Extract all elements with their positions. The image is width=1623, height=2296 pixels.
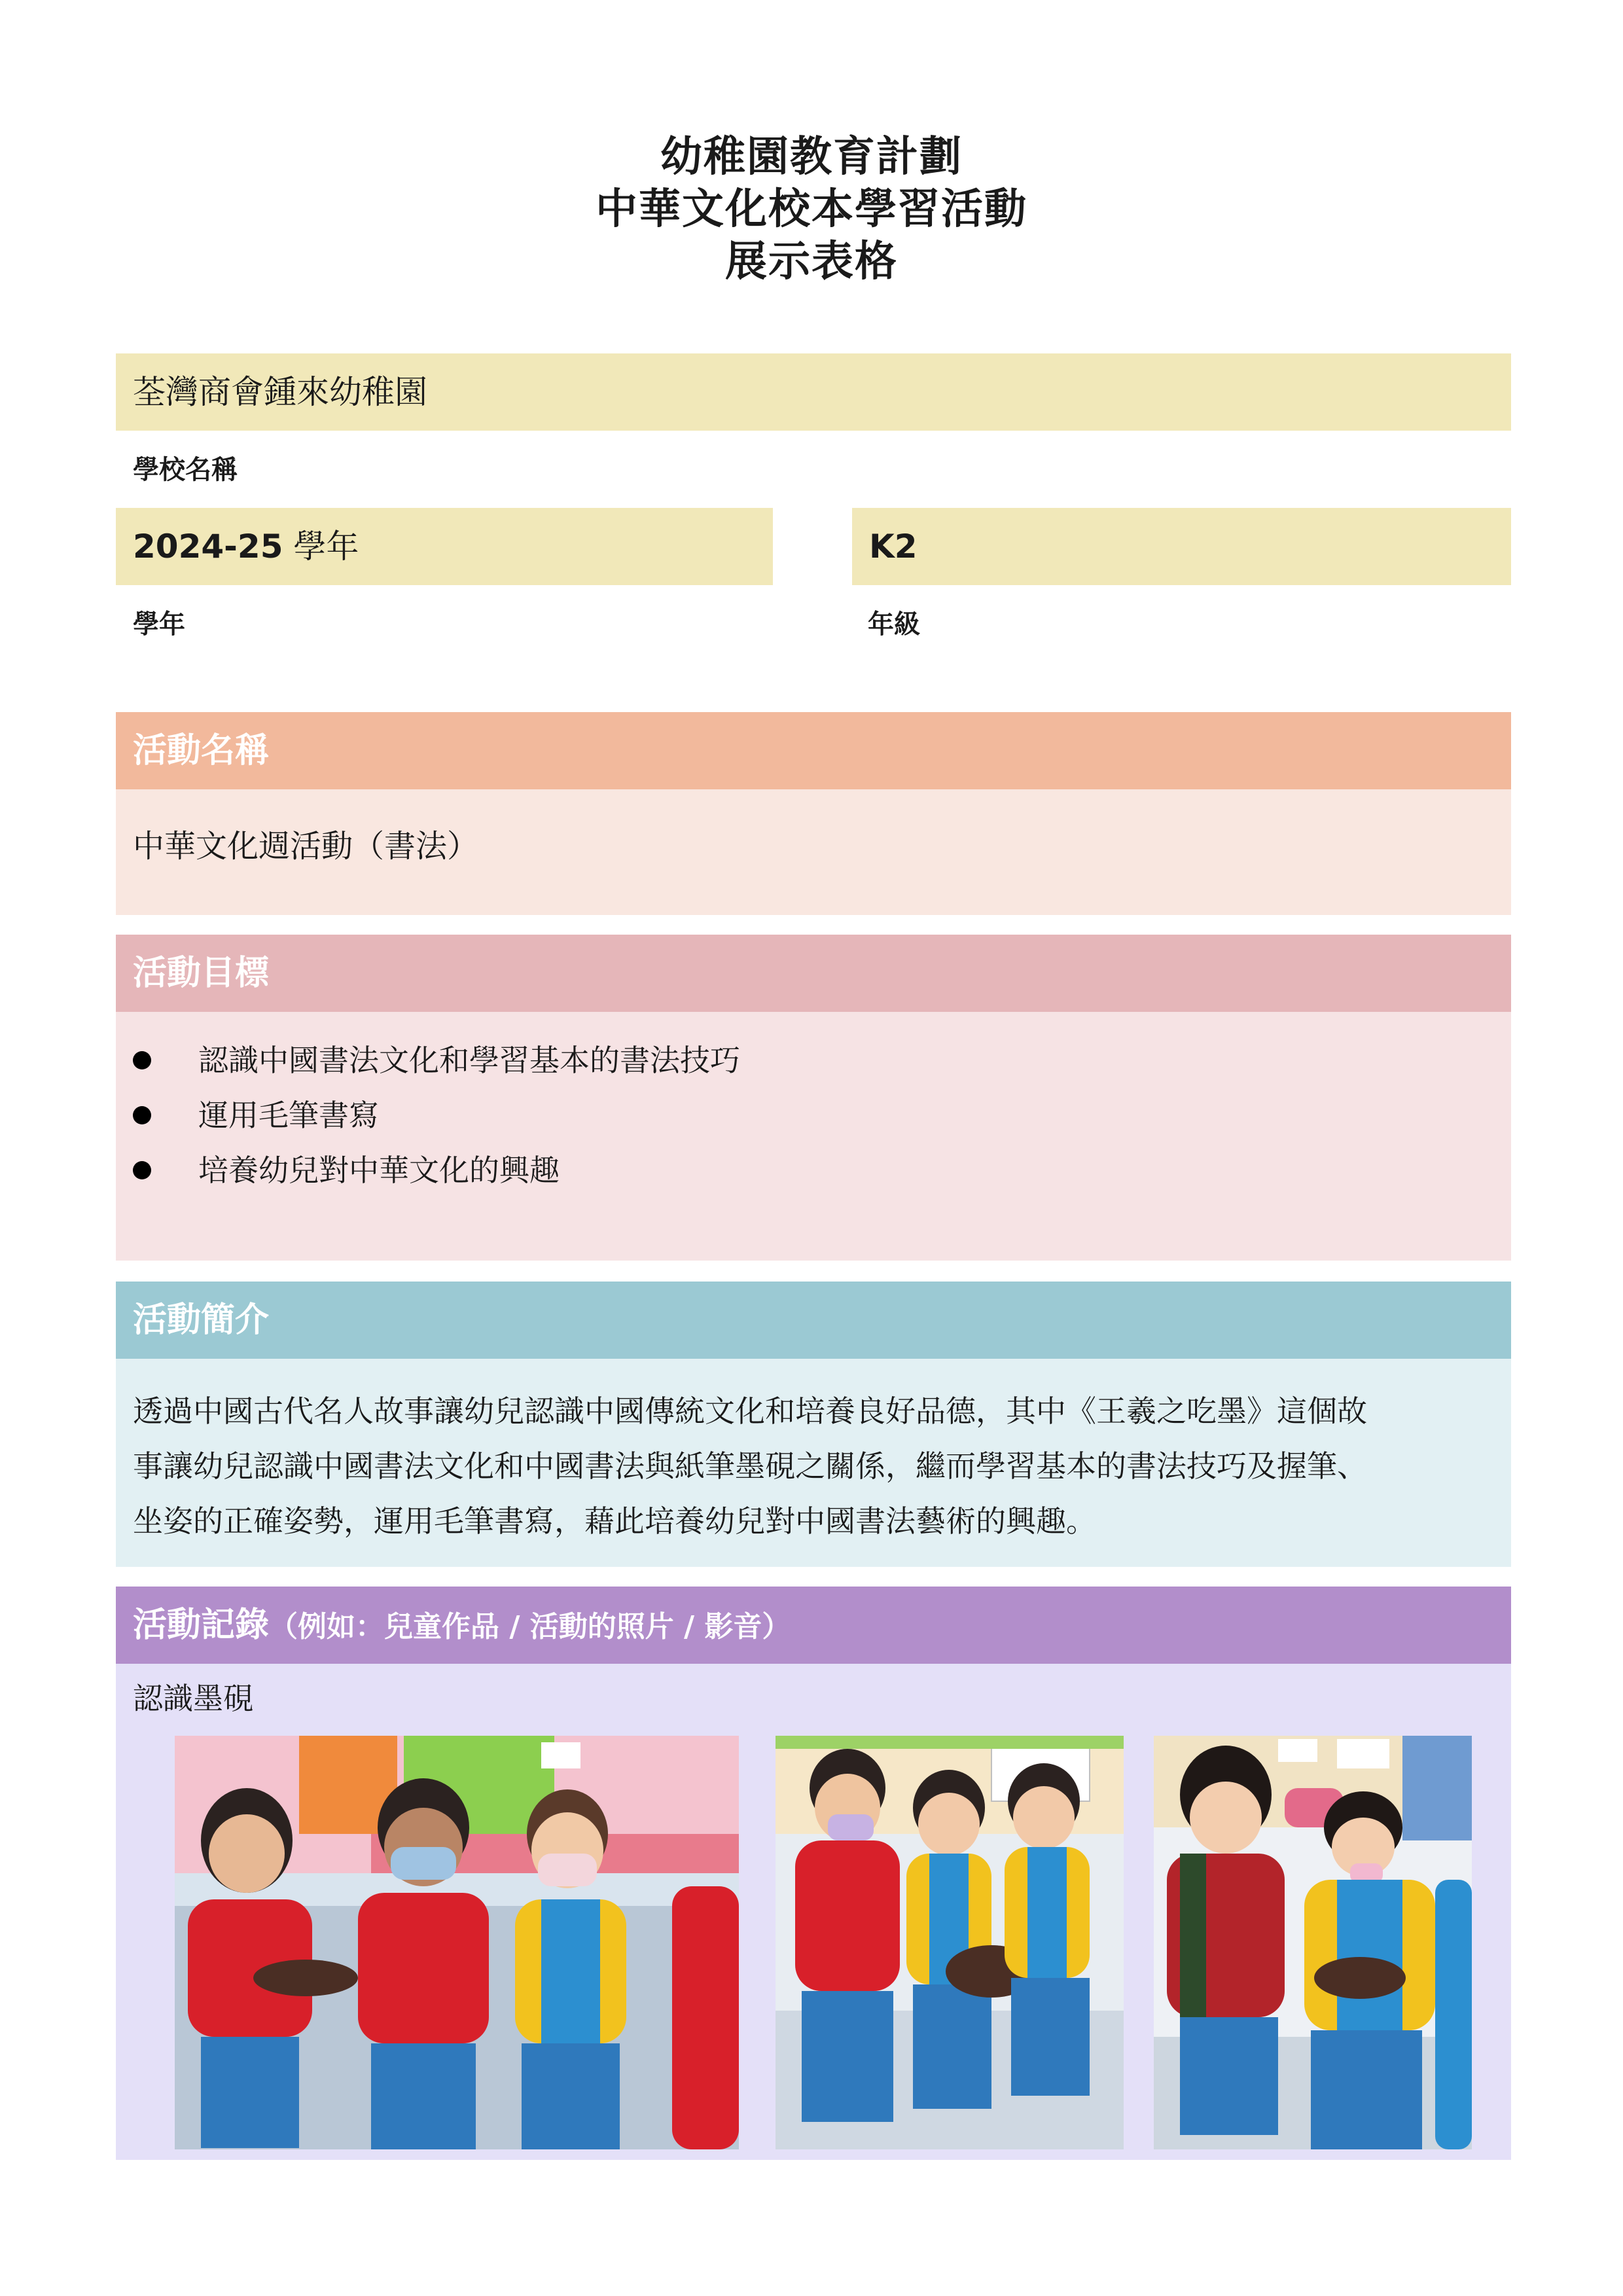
records-heading-note: （例如：兒童作品 / 活動的照片 / 影音） (269, 1610, 791, 1643)
records-header (116, 1587, 1511, 1664)
school-name-value: 荃灣商會鍾來幼稚園 (133, 373, 427, 411)
school-name-label: 學校名稱 (133, 455, 238, 485)
activity-name-value: 中華文化週活動（書法） (133, 828, 479, 865)
grade-field (852, 508, 1511, 585)
grade-value: K2 (869, 528, 918, 565)
school-year-field (116, 508, 773, 585)
activity-name-body (116, 789, 1511, 915)
school-name-field (116, 353, 1511, 431)
introduction-line: 事讓幼兒認識中國書法文化和中國書法與紙筆墨硯之關係，繼而學習基本的書法技巧及握筆、 (133, 1448, 1367, 1484)
document-title (0, 131, 1623, 288)
objective-text: 培養幼兒對中華文化的興趣 (198, 1153, 560, 1188)
introduction-body (116, 1359, 1511, 1567)
records-heading (133, 1587, 791, 1666)
introduction-header (116, 1282, 1511, 1359)
introduction-heading: 活動簡介 (133, 1300, 270, 1340)
school-year-suffix: 學年 (293, 528, 359, 565)
records-caption: 認識墨硯 (133, 1681, 253, 1716)
records-heading-main: 活動記錄 (133, 1605, 270, 1645)
photo-2-illustration (776, 1736, 1124, 2149)
photo-3-illustration (1154, 1736, 1472, 2149)
bullet-icon (133, 1106, 151, 1124)
objectives-body (116, 1012, 1511, 1261)
activity-name-header (116, 712, 1511, 789)
activity-photo-1 (175, 1736, 739, 2149)
school-year-value (133, 508, 359, 585)
title-line-1: 幼稚園教育計劃 (660, 133, 963, 181)
grade-label: 年級 (868, 609, 920, 639)
photo-1-illustration (175, 1736, 739, 2149)
introduction-line: 坐姿的正確姿勢，運用毛筆書寫，藉此培養幼兒對中國書法藝術的興趣。 (133, 1503, 1096, 1539)
objective-text: 運用毛筆書寫 (198, 1098, 379, 1133)
activity-photo-3 (1154, 1736, 1472, 2149)
objective-text: 認識中國書法文化和學習基本的書法技巧 (198, 1043, 740, 1078)
objectives-heading: 活動目標 (133, 954, 270, 993)
activity-photo-2 (776, 1736, 1124, 2149)
introduction-paragraph (133, 1384, 1494, 1549)
bullet-icon (133, 1161, 151, 1179)
introduction-line: 透過中國古代名人故事讓幼兒認識中國傳統文化和培養良好品德，其中《王羲之吃墨》這個故 (133, 1393, 1367, 1429)
school-year-label: 學年 (133, 609, 185, 639)
title-line-2: 中華文化校本學習活動 (596, 185, 1027, 234)
bullet-icon (133, 1051, 151, 1069)
school-year-number: 2024-25 (133, 528, 283, 565)
activity-name-heading: 活動名稱 (133, 731, 270, 770)
title-line-3: 展示表格 (725, 238, 898, 286)
objectives-header (116, 935, 1511, 1012)
